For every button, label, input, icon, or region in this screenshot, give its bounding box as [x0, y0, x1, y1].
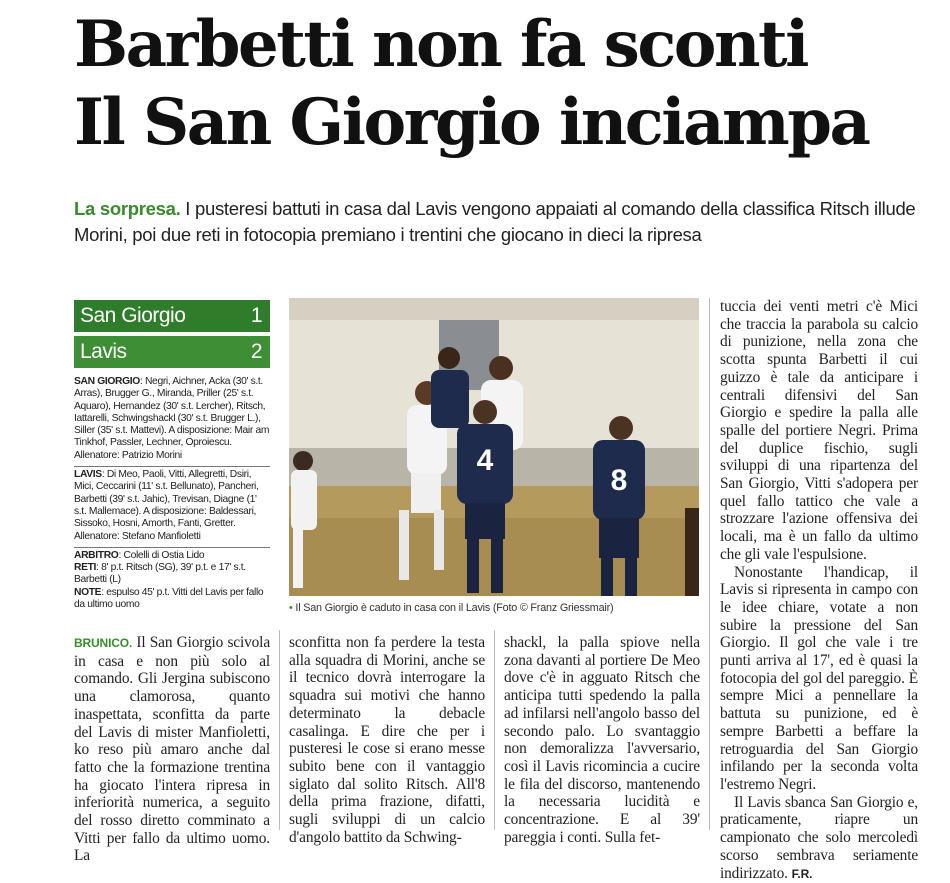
lineup-san-giorgio [74, 374, 270, 467]
away-team-score: 2 [250, 340, 262, 363]
article-column-2 [289, 634, 485, 846]
notes-line [74, 587, 270, 612]
match-photo [289, 298, 699, 596]
notes-label: NOTE [74, 586, 102, 598]
lineup-label: SAN GIORGIO [74, 376, 140, 387]
column-1-text: Il San Giorgio scivola in casa e non più solo al comando. Gli Jergina subiscono una clamorosa, quanto inaspettata, sconfitta da parte del Lavis di mister Manfioletti, ko reso più amaro anche dal fatto che la formazione trentina ha giocato l'intera ripresa in inferiorità numerica, a seguito del rosso diretto comminato a Vitti per fallo da ultimo uomo. La [74, 634, 270, 865]
lineup-text: : Di Meo, Paoli, Vitti, Allegretti, Dsiri, Mici, Ceccarini (11' s.t. Bellunato), Pancheri, Barbetti (39' s.t. Jahic), Trevisan, Diagne (1' s.t. Mallemace). A disposizione: Baldessari, Sissoko, Hosni, Amorth, Fanti, Gretter. Allenatore: Stefano Manfioletti [74, 469, 259, 542]
caption-text: Il San Giorgio è caduto in casa con il Lavis (Foto © Franz Griessmair) [295, 602, 614, 614]
column-4-paragraph-2: Nonostante l'handicap, il Lavis si ripresenta in campo con le idee chiare, votate a non subire la pressione del San Giorgio. Il gol che vale i tre punti arriva al 17', ed è quasi la fotocopia del gol del pareggio. È sempre Mici a pennellare la battuta su punizione, ed è sempre Barbetti a beffare la retroguardia del San Giorgio infilando per la seconda volta l'estremo Negri. [720, 563, 918, 793]
referee-label: ARBITRO [74, 549, 119, 561]
headline-line-1: Barbetti non fa sconti [74, 7, 807, 82]
referee-line [74, 550, 270, 562]
notes-text: : espulso 45' p.t. Vitti del Lavis per fallo da ultimo uomo [74, 586, 264, 611]
article-column-4 [720, 298, 918, 883]
dateline: BRUNICO. [74, 636, 133, 650]
column-3-text: shackl, la palla spiove nella zona davanti al portiere De Meo dove c'è in agguato Ritsch che anticipa tutti spedendo la palla ad infilarsi nell'angolo basso del secondo palo. Lo svantaggio non demoralizza l'avversario, così il Lavis ricomincia a cucire le fila del discorso, mantenendo la necessaria lucidità e concentrazione. E al 39' pareggia i conti. Sulla fet- [504, 634, 700, 846]
lineup-text: : Negri, Aichner, Acka (30' s.t. Arras), Brugger G., Miranda, Priller (25' s.t. Aquaro), Hernandez (30' s.t. Lercher), Ritsch, Iattarelli, Schwingshackl (30' s.t. Brugger L.), Siller (35' s.t. Mattevi). A disposizione: Mair am Tinkhof, Passler, Lechner, Oproiescu. Allenatore: Patrizio Morini [74, 376, 270, 461]
lineup-lavis [74, 467, 270, 548]
referee-text: : Colelli di Ostia Lido [118, 549, 205, 561]
goals-label: RETI [74, 562, 97, 574]
headline-line-2: Il San Giorgio inciampa [74, 85, 869, 160]
goals-line [74, 562, 270, 587]
score-row-home [74, 300, 270, 332]
home-team-name: San Giorgio [80, 304, 186, 327]
headline [74, 6, 934, 162]
article-column-1 [74, 634, 270, 865]
away-team-name: Lavis [80, 340, 127, 363]
match-facts [74, 548, 270, 615]
home-team-score: 1 [250, 304, 262, 327]
jersey-number-4: 4 [476, 444, 494, 477]
column-4-paragraph-1: tuccia dei venti metri c'è Mici che traccia la parabola su calcio di punizione, nella zona che scotta spunta Barbetti il cui guizzo è tale da anticipare i centrali difensivi del San Giorgio e spedire la palla alle spalle del portiere Negri. Prima del duplice fischio, sugli sviluppi di una ripartenza del San Giorgio, Vitti s'adopera per quel fallo tattico che vale a strozzare l'azione offensiva dei locali, ma è un fallo da ultimo che gli vale l'espulsione. [720, 298, 918, 563]
lineup-label: LAVIS [74, 469, 102, 481]
column-4-paragraph-3: Il Lavis sbanca San Giorgio e, praticamente, riapre un campionato che solo mercoledì scorso sembrava seriamente indirizzato. [720, 793, 918, 882]
deck-text: I pusteresi battuti in casa dal Lavis vengono appaiati al comando della classifica Ritsch illude Morini, poi due reti in fotocopia premiano i trentini che giocano in dieci la ripresa [74, 198, 916, 245]
article-column-3 [504, 634, 700, 846]
deck [74, 196, 934, 248]
column-2-text: sconfitta non fa perdere la testa alla squadra di Morini, anche se il tecnico dovrà interrogare la squadra sui motivi che hanno determinato la debacle casalinga. E dire che per i pusteresi le cose si erano messe subito bene con il vantaggio siglato dal solito Ritsch. All'8 della prima frazione, difatti, sugli sviluppi di un calcio d'angolo battito da Schwing- [289, 634, 485, 846]
goals-text: : 8' p.t. Ritsch (SG), 39' p.t. e 17' s.t. Barbetti (L) [74, 562, 246, 586]
caption-bullet-icon: • [289, 602, 293, 614]
author-signature: F.R. [791, 866, 813, 881]
jersey-number-8: 8 [610, 464, 628, 497]
match-report-box [74, 374, 270, 615]
score-row-away [74, 336, 270, 368]
deck-kicker: La sorpresa. [74, 198, 181, 219]
column-divider [709, 298, 710, 830]
photo-caption [289, 602, 699, 614]
column-divider [494, 630, 495, 830]
scoreboard [74, 300, 270, 372]
column-divider [279, 630, 280, 830]
match-photo-illustration [289, 298, 699, 596]
